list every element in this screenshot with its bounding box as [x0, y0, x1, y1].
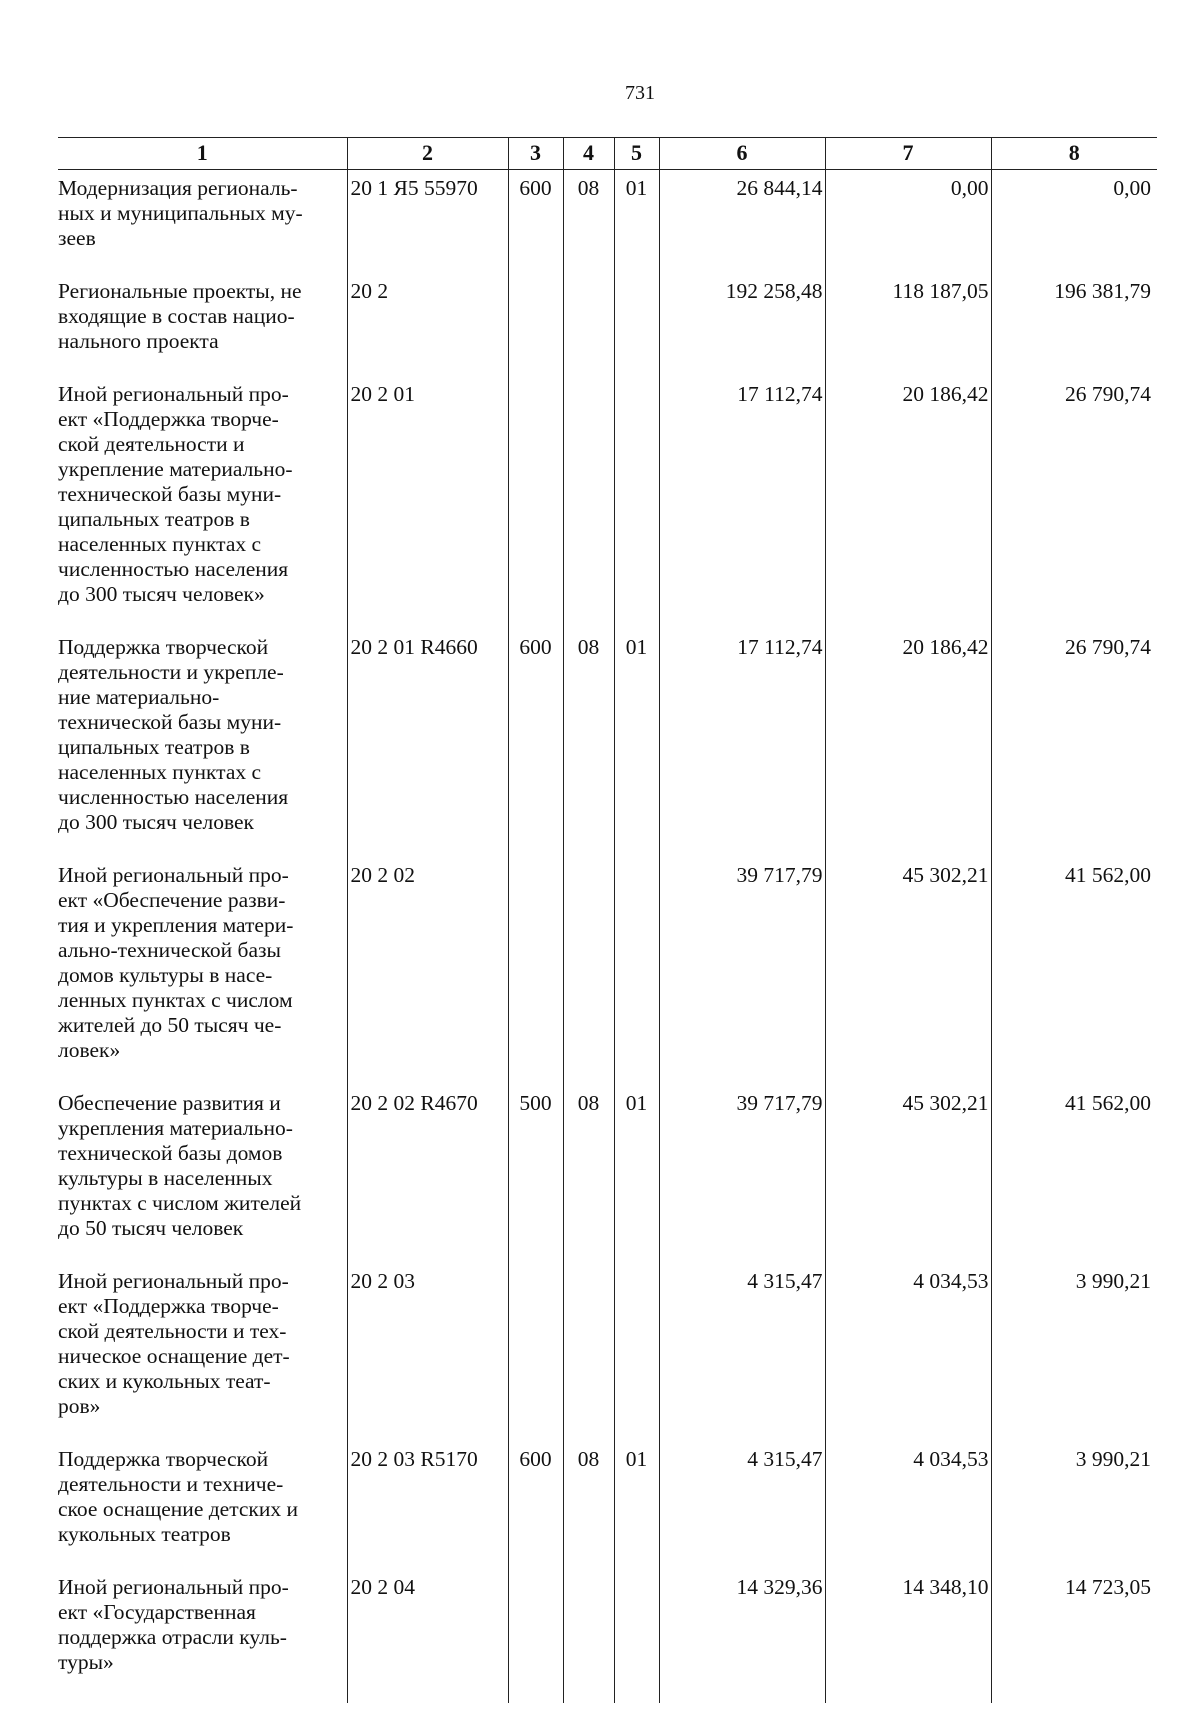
table-row [58, 1575, 1157, 1703]
row-value-8: 196 381,79 [991, 279, 1157, 382]
row-col-3 [508, 382, 563, 635]
table-header [58, 138, 1157, 170]
row-col-4 [563, 863, 614, 1091]
page-number: 731 [625, 82, 655, 104]
table-row [58, 863, 1157, 1091]
row-name: Иной региональный про- ект «Государственная поддержка отрасли куль- туры» [58, 1575, 289, 1674]
row-col-5 [614, 279, 659, 382]
row-col-3: 600 [508, 1447, 563, 1575]
row-name: Иной региональный про- ект «Поддержка творче- ской деятельности и укрепление материально- технической базы муни- ципальных театров в населенных пунктах с численностью населения до 300 тысяч человек» [58, 382, 293, 606]
row-value-7: 20 186,42 [825, 382, 991, 635]
table-row [58, 170, 1157, 280]
row-value-8: 41 562,00 [991, 1091, 1157, 1269]
row-value-7: 14 348,10 [825, 1575, 991, 1703]
row-name: Региональные проекты, не входящие в состав нацио- нального проекта [58, 279, 302, 353]
column-header-8: 8 [991, 138, 1157, 170]
row-col-5: 01 [614, 1091, 659, 1269]
row-value-8: 3 990,21 [991, 1269, 1157, 1447]
table-row [58, 1269, 1157, 1447]
row-col-3 [508, 863, 563, 1091]
row-value-8: 3 990,21 [991, 1447, 1157, 1575]
row-col-5 [614, 863, 659, 1091]
row-value-6: 4 315,47 [659, 1269, 825, 1447]
row-code: 20 2 04 [347, 1575, 508, 1703]
budget-table-container [58, 137, 1157, 1703]
row-col-5: 01 [614, 1447, 659, 1575]
row-code: 20 2 02 R4670 [347, 1091, 508, 1269]
table-row [58, 1447, 1157, 1575]
row-col-4 [563, 1575, 614, 1703]
table-row [58, 279, 1157, 382]
row-code: 20 2 03 R5170 [347, 1447, 508, 1575]
row-value-7: 0,00 [825, 170, 991, 280]
row-code: 20 2 01 [347, 382, 508, 635]
row-value-6: 14 329,36 [659, 1575, 825, 1703]
row-value-7: 4 034,53 [825, 1269, 991, 1447]
row-value-7: 20 186,42 [825, 635, 991, 863]
column-header-7: 7 [825, 138, 991, 170]
row-value-7: 4 034,53 [825, 1447, 991, 1575]
row-col-5 [614, 1269, 659, 1447]
row-value-6: 39 717,79 [659, 863, 825, 1091]
table-row [58, 635, 1157, 863]
row-code: 20 2 01 R4660 [347, 635, 508, 863]
table-body [58, 170, 1157, 1704]
row-code: 20 2 03 [347, 1269, 508, 1447]
table-row [58, 382, 1157, 635]
row-col-5 [614, 1575, 659, 1703]
header-row [58, 138, 1157, 170]
row-name: Модернизация региональ- ных и муниципальных му- зеев [58, 176, 303, 250]
row-value-8: 26 790,74 [991, 635, 1157, 863]
row-value-6: 26 844,14 [659, 170, 825, 280]
row-value-6: 39 717,79 [659, 1091, 825, 1269]
row-name: Иной региональный про- ект «Обеспечение разви- тия и укрепления матери- ально-технической базы домов культуры в насе- ленных пунктах с числом жителей до 50 тысяч че- ловек» [58, 863, 294, 1062]
column-header-1: 1 [58, 138, 347, 170]
row-col-3: 500 [508, 1091, 563, 1269]
row-name: Иной региональный про- ект «Поддержка творче- ской деятельности и тех- ническое оснащение дет- ских и кукольных теат- ров» [58, 1269, 290, 1418]
row-col-4: 08 [563, 170, 614, 280]
row-value-8: 41 562,00 [991, 863, 1157, 1091]
row-name: Поддержка творческой деятельности и укрепле- ние материально- технической базы муни- ципальных театров в населенных пунктах с численностью населения до 300 тысяч человек [58, 635, 289, 834]
row-col-4 [563, 1269, 614, 1447]
row-value-6: 4 315,47 [659, 1447, 825, 1575]
budget-table [58, 137, 1157, 1703]
column-header-6: 6 [659, 138, 825, 170]
row-value-6: 17 112,74 [659, 635, 825, 863]
row-value-7: 118 187,05 [825, 279, 991, 382]
row-value-7: 45 302,21 [825, 863, 991, 1091]
table-row [58, 1091, 1157, 1269]
row-col-4 [563, 382, 614, 635]
row-col-5: 01 [614, 635, 659, 863]
row-col-4: 08 [563, 1091, 614, 1269]
column-header-2: 2 [347, 138, 508, 170]
row-name: Поддержка творческой деятельности и техниче- ское оснащение детских и кукольных театров [58, 1447, 298, 1546]
column-header-5: 5 [614, 138, 659, 170]
row-code: 20 2 [347, 279, 508, 382]
column-header-3: 3 [508, 138, 563, 170]
row-col-4 [563, 279, 614, 382]
row-col-3: 600 [508, 170, 563, 280]
row-code: 20 1 Я5 55970 [347, 170, 508, 280]
row-col-5 [614, 382, 659, 635]
row-name: Обеспечение развития и укрепления материально- технической базы домов культуры в населенных пунктах с числом жителей до 50 тысяч человек [58, 1091, 302, 1240]
row-value-6: 17 112,74 [659, 382, 825, 635]
row-col-3 [508, 1575, 563, 1703]
row-col-3 [508, 1269, 563, 1447]
row-col-3 [508, 279, 563, 382]
row-value-8: 26 790,74 [991, 382, 1157, 635]
row-value-8: 0,00 [991, 170, 1157, 280]
row-code: 20 2 02 [347, 863, 508, 1091]
row-col-3: 600 [508, 635, 563, 863]
row-value-8: 14 723,05 [991, 1575, 1157, 1703]
row-col-4: 08 [563, 1447, 614, 1575]
column-header-4: 4 [563, 138, 614, 170]
row-col-4: 08 [563, 635, 614, 863]
row-col-5: 01 [614, 170, 659, 280]
row-value-6: 192 258,48 [659, 279, 825, 382]
row-value-7: 45 302,21 [825, 1091, 991, 1269]
